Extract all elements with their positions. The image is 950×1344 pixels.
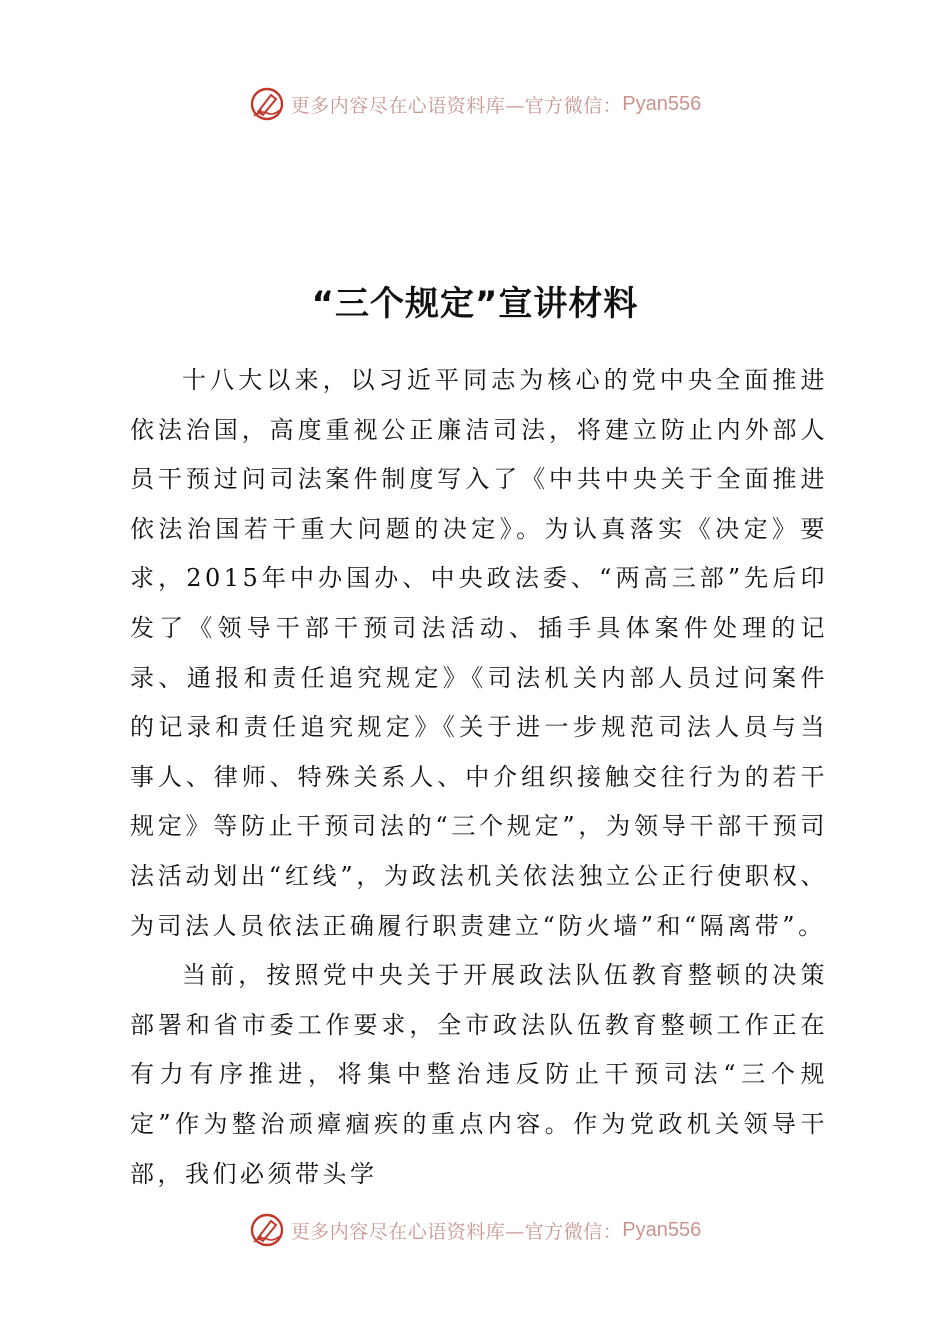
pen-nib-logo-icon	[249, 86, 285, 122]
footer-wechat-id: Pyan556	[622, 1218, 702, 1241]
paragraph-1: 十八大以来，以习近平同志为核心的党中央全面推进依法治国，高度重视公正廉洁司法，将建立防止内外部人员干预过问司法案件制度写入了《中共中央关于全面推进依法治国若干重大问题的决定》。为认真落实《决定》要求，2015年中办国办、中央政法委、“两高三部”先后印发了《领导干部干预司法活动、插手具体案件处理的记录、通报和责任追究规定》《司法机关内部人员过问案件的记录和责任追究规定》《关于进一步规范司法人员与当事人、律师、特殊关系人、中介组织接触交往行为的若干规定》等防止干预司法的“三个规定”，为领导干部干预司法活动划出“红线”，为政法机关依法独立公正行使职权、为司法人员依法正确履行职责建立“防火墙”和“隔离带”。	[130, 366, 828, 940]
document-title: “三个规定”宣讲材料	[311, 284, 639, 324]
header-banner[interactable]	[0, 82, 950, 126]
header-banner-text: 更多内容尽在心语资料库—官方微信：	[290, 94, 623, 117]
footer-banner-text: 更多内容尽在心语资料库—官方微信：	[290, 1220, 623, 1243]
header-wechat-id: Pyan556	[622, 92, 702, 115]
document-body	[130, 356, 828, 1199]
footer-banner[interactable]	[0, 1208, 950, 1252]
paragraph-2: 当前，按照党中央关于开展政法队伍教育整顿的决策部署和省市委工作要求，全市政法队伍教育整顿工作正在有力有序推进，将集中整治违反防止干预司法“三个规定”作为整治顽瘴痼疾的重点内容。作为党政机关领导干部，我们必须带头学	[130, 961, 828, 1188]
pen-nib-logo-icon	[249, 1212, 285, 1248]
